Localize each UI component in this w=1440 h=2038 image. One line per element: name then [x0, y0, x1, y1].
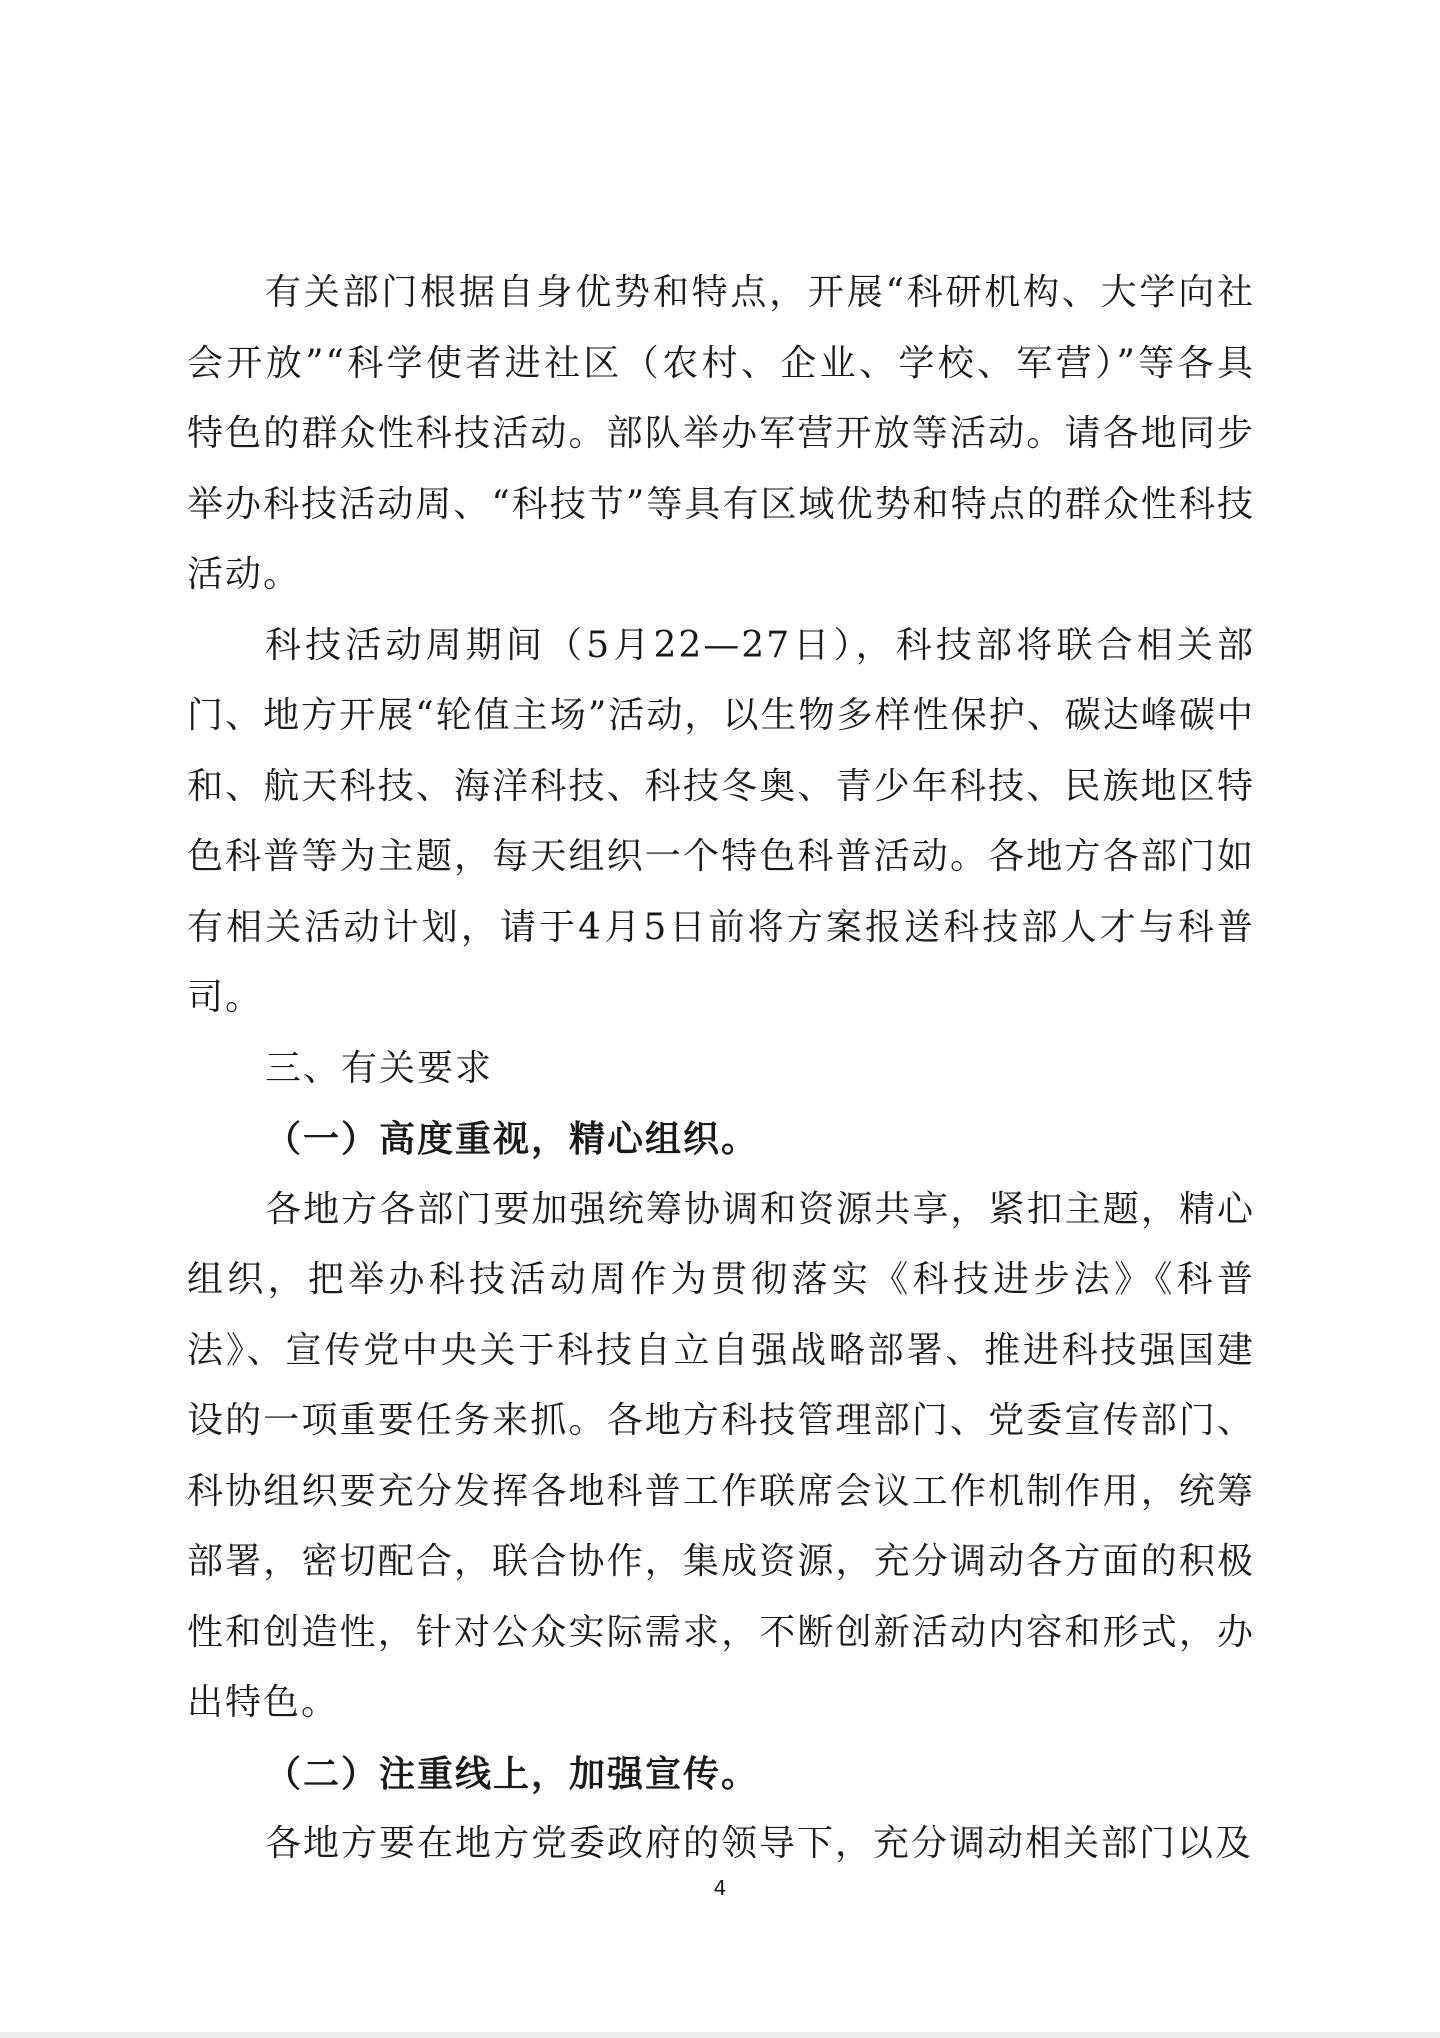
body-paragraph: 各地方各部门要加强统筹协调和资源共享，紧扣主题，精心组织，把举办科技活动周作为贯彻落实《科技进步法》《科普法》、宣传党中央关于科技自立自强战略部署、推进科技强国建设的一项重要任务来抓。各地方科技管理部门、党委宣传部门、科协组织要充分发挥各地科普工作联席会议工作机制作用，统筹部署，密切配合，联合协作，集成资源，充分调动各方面的积极性和创造性，针对公众实际需求，不断创新活动内容和形式，办出特色。 — [187, 1188, 1255, 1723]
document-body — [187, 258, 1255, 1880]
subsection-heading: （一）高度重视，精心组织。 — [265, 1118, 760, 1160]
subsection-heading: （二）注重线上，加强宣传。 — [265, 1752, 760, 1795]
body-paragraph: 科技活动周期间（5月22—27日），科技部将联合相关部门、地方开展“轮值主场”活动，以生物多样性保护、碳达峰碳中和、航天科技、海洋科技、科技冬奥、青少年科技、民族地区特色科普等为主题，每天组织一个特色科普活动。各地方各部门如有相关活动计划，请于4月5日前将方案报送科技部人才与科普司。 — [187, 624, 1255, 1018]
page-number: 4 — [713, 1876, 727, 1900]
body-paragraph: 各地方要在地方党委政府的领导下，充分调动相关部门以及 — [265, 1823, 1254, 1864]
page-bottom-edge — [0, 2032, 1440, 2038]
section-heading: 三、有关要求 — [265, 1047, 494, 1089]
body-paragraph: 有关部门根据自身优势和特点，开展“科研机构、大学向社会开放”“科学使者进社区（农村、企业、学校、军营）”等各具特色的群众性科技活动。部队举办军营开放等活动。请各地同步举办科技活动周、“科技节”等具有区域优势和特点的群众性科技活动。 — [187, 272, 1255, 595]
